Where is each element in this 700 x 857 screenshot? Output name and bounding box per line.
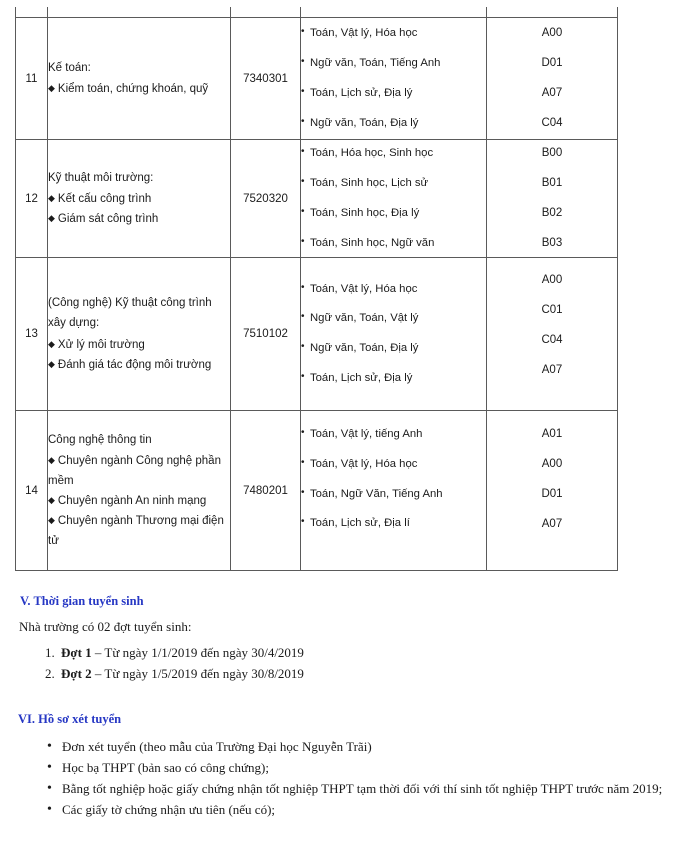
admission-phase-item [45, 665, 700, 684]
combination-item: • Toán, Vật lý, Hóa học [301, 284, 486, 295]
table-row-clipped [16, 7, 618, 18]
combination-item: • Toán, Lịch sử, Địa lý [301, 88, 486, 99]
admissions-table [15, 7, 618, 571]
document-item: • Đơn xét tuyển (theo mẫu của Trường Đại học Nguyễn Trãi) [45, 738, 665, 757]
major-sub-item [48, 209, 230, 229]
combination-item: • Ngữ văn, Toán, Địa lý [301, 118, 486, 129]
row-index: 14 [16, 411, 48, 571]
diamond-bullet-icon: ◆ [48, 213, 55, 224]
combination-list [301, 148, 486, 249]
block-code-item: A07 [541, 364, 563, 376]
block-code-cell [487, 258, 618, 411]
major-sub-label: Kết cấu công trình [57, 192, 152, 205]
phase-detail: – Từ ngày 1/5/2019 đến ngày 30/8/2019 [91, 665, 304, 681]
block-code-item: A00 [541, 458, 563, 470]
block-code-cell [487, 411, 618, 571]
phase-number: 2. [45, 665, 55, 681]
combination-cell [301, 140, 487, 258]
diamond-bullet-icon: ◆ [48, 83, 55, 93]
clipped-cell-combo [301, 7, 487, 18]
combination-item: • Toán, Vật lý, Hóa học [301, 459, 486, 470]
combination-cell [301, 18, 487, 140]
major-sub-item [48, 189, 230, 209]
combination-item: • Toán, Sinh học, Địa lý [301, 208, 486, 219]
diamond-bullet-icon: ◆ [48, 192, 55, 203]
diamond-bullet-icon: ◆ [48, 338, 55, 349]
clipped-cell-code [231, 7, 301, 18]
major-sub-label: Chuyên ngành Thương mại điện tử [48, 515, 224, 548]
major-sub-item [48, 491, 230, 511]
block-code-item: B03 [541, 236, 563, 249]
block-code-list [487, 28, 617, 130]
major-title: (Công nghệ) Kỹ thuật công trình xây dựng: [48, 297, 212, 330]
row-index: 13 [16, 258, 48, 411]
block-code-list [487, 148, 617, 250]
document-item: • Các giấy tờ chứng nhận ưu tiên (nếu có); [45, 801, 665, 820]
block-code-item: A00 [541, 26, 563, 39]
clipped-cell-block [487, 7, 618, 18]
table-row [16, 18, 618, 140]
diamond-bullet-icon: ◆ [48, 454, 55, 465]
phase-number: 1. [45, 644, 55, 660]
row-index: 11 [16, 18, 48, 140]
combination-item: • Toán, Hóa học, Sinh học [301, 148, 486, 159]
block-code-cell [487, 18, 618, 140]
major-sub-label: Giám sát công trình [57, 213, 159, 226]
major-title: Kỹ thuật môi trường: [48, 171, 154, 184]
block-code-list [487, 275, 617, 377]
table-row [16, 258, 618, 411]
major-code: 7340301 [231, 18, 301, 140]
table-row [16, 411, 618, 571]
section-vi [0, 712, 700, 821]
document-item: • Học bạ THPT (bản sao có công chứng); [45, 759, 665, 778]
major-cell [48, 411, 231, 571]
block-code-item: D01 [541, 488, 563, 500]
combination-item: • Ngữ văn, Toán, Địa lý [301, 343, 486, 354]
combination-item: • Toán, Vật lý, tiếng Anh [301, 429, 486, 440]
block-code-item: A07 [541, 86, 563, 99]
combination-list [301, 284, 486, 385]
combination-item: • Toán, Lịch sử, Địa lý [301, 373, 486, 384]
document-item: • Bằng tốt nghiệp hoặc giấy chứng nhận tốt nghiệp THPT tạm thời đối với thí sinh tốt nghiệp THPT trước năm 2019; [45, 780, 665, 799]
major-sub-label: Chuyên ngành Công nghệ phần mềm [48, 454, 221, 487]
combination-cell [301, 258, 487, 411]
block-code-item: D01 [541, 56, 563, 69]
combination-item: • Toán, Lịch sử, Địa lí [301, 518, 486, 529]
phase-label: Đợt 1 [61, 644, 92, 660]
major-cell [48, 140, 231, 258]
major-title: Kế toán: [48, 61, 91, 74]
clipped-cell-major [48, 7, 231, 18]
combination-item: • Toán, Ngữ Văn, Tiếng Anh [301, 489, 486, 500]
diamond-bullet-icon: ◆ [48, 358, 55, 369]
block-code-item: A07 [541, 518, 563, 530]
diamond-bullet-icon: ◆ [48, 515, 55, 526]
major-sub-item [48, 355, 230, 375]
application-documents-list [45, 738, 665, 819]
major-cell [48, 18, 231, 140]
combination-item: • Ngữ văn, Toán, Vật lý [301, 313, 486, 324]
section-v [0, 594, 700, 686]
combination-item: • Toán, Sinh học, Ngữ văn [301, 238, 486, 249]
major-code: 7520320 [231, 140, 301, 258]
diamond-bullet-icon: ◆ [48, 495, 55, 505]
block-code-item: B01 [541, 176, 563, 189]
combination-cell [301, 411, 487, 571]
block-code-item: C01 [541, 304, 563, 316]
combination-list [301, 28, 486, 129]
admission-phases-list [45, 644, 700, 684]
major-sub-label: Kiểm toán, chứng khoán, quỹ [57, 83, 209, 95]
block-code-item: A00 [541, 274, 563, 286]
major-sub-item [48, 335, 230, 355]
admission-phase-item [45, 644, 700, 663]
major-sub-label: Chuyên ngành An ninh mạng [57, 495, 207, 507]
clipped-cell-no [16, 7, 48, 18]
major-code: 7480201 [231, 411, 301, 571]
admissions-table-container [15, 7, 617, 571]
row-index: 12 [16, 140, 48, 258]
block-code-item: A01 [541, 428, 563, 440]
block-code-item: C04 [541, 334, 563, 346]
major-title: Công nghệ thông tin [48, 433, 152, 446]
block-code-item: C04 [541, 116, 563, 129]
section-v-intro: Nhà trường có 02 đợt tuyển sinh: [19, 619, 192, 634]
combination-item: • Toán, Vật lý, Hóa học [301, 28, 486, 39]
section-v-heading: V. Thời gian tuyển sinh [20, 594, 144, 608]
block-code-item: B00 [541, 146, 563, 159]
combination-list [301, 429, 486, 530]
major-code: 7510102 [231, 258, 301, 411]
combination-item: • Ngữ văn, Toán, Tiếng Anh [301, 58, 486, 69]
major-sub-item [48, 79, 230, 99]
major-sub-label: Xử lý môi trường [57, 338, 145, 351]
phase-label: Đợt 2 [61, 665, 92, 681]
major-sub-item [48, 511, 230, 551]
section-vi-heading: VI. Hồ sơ xét tuyển [18, 712, 122, 726]
block-code-item: B02 [541, 206, 563, 219]
block-code-cell [487, 140, 618, 258]
phase-detail: – Từ ngày 1/1/2019 đến ngày 30/4/2019 [91, 644, 304, 660]
table-row [16, 140, 618, 258]
block-code-list [487, 429, 617, 531]
major-cell [48, 258, 231, 411]
major-sub-item [48, 451, 230, 491]
admissions-table-body [16, 7, 618, 571]
major-sub-label: Đánh giá tác động môi trường [57, 358, 212, 371]
combination-item: • Toán, Sinh học, Lịch sử [301, 178, 486, 189]
